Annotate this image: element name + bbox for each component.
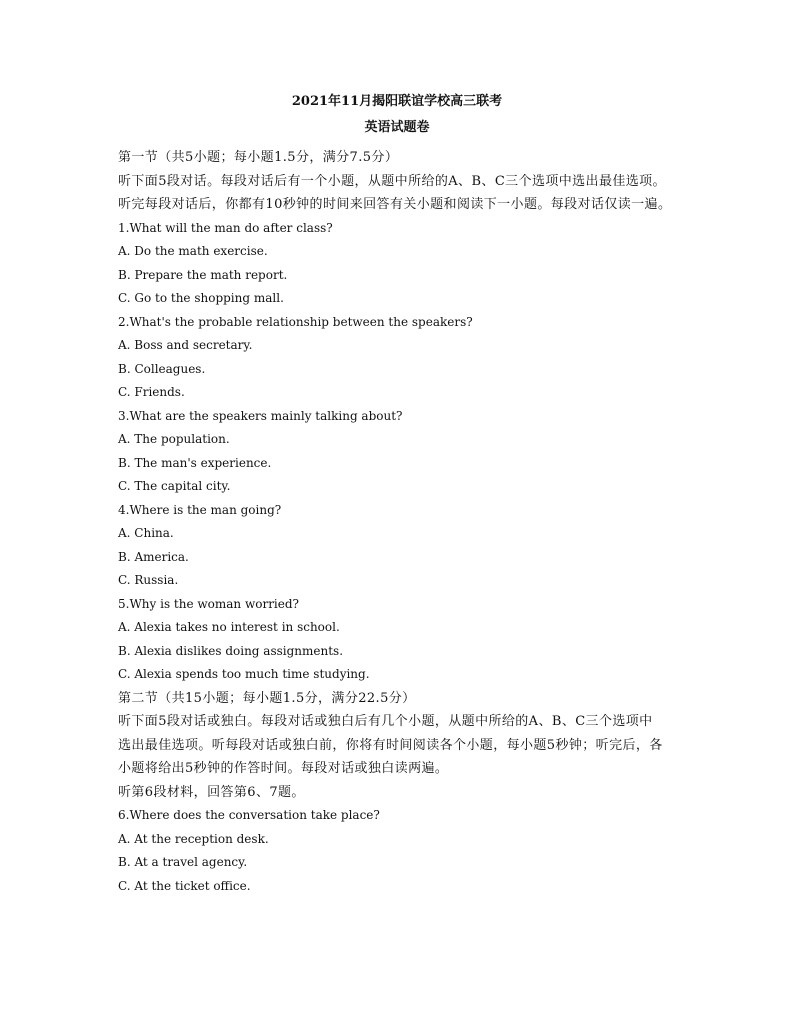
question-5-option-a: A. Alexia takes no interest in school. xyxy=(118,620,340,634)
section1-instruction: 听下面5段对话。每段对话后有一个小题，从题中所给的A、B、C三个选项中选出最佳选项。 xyxy=(118,173,666,189)
question-4-stem: 4.Where is the man going? xyxy=(118,502,282,517)
question-1-option-b: B. Prepare the math report. xyxy=(118,267,288,282)
question-5-option-c: C. Alexia spends too much time studying. xyxy=(118,667,370,681)
section1-instruction: 听完每段对话后，你都有10秒钟的时间来回答有关小题和阅读下一小题。每段对话仅读一遍。 xyxy=(118,197,672,212)
question-5-option-b: B. Alexia dislikes doing assignments. xyxy=(118,643,344,658)
section2-instruction: 听下面5段对话或独白。每段对话或独白后有几个小题，从题中所给的A、B、C三个选项中 xyxy=(118,714,653,729)
question-2-option-c: C. Friends. xyxy=(118,385,185,399)
section2-instruction: 小题将给出5秒钟的作答时间。每段对话或独白读两遍。 xyxy=(118,761,449,776)
question-1-option-a: A. Do the math exercise. xyxy=(118,244,268,258)
section2-instruction: 选出最佳选项。听每段对话或独白前，你将有时间阅读各个小题，每小题5秒钟；听完后，各 xyxy=(118,737,663,753)
question-3-option-a: A. The population. xyxy=(118,432,230,446)
question-1-option-c: C. Go to the shopping mall. xyxy=(118,291,284,305)
question-2-stem: 2.What's the probable relationship between the speakers? xyxy=(118,314,473,329)
question-5-stem: 5.Why is the woman worried? xyxy=(118,596,299,611)
question-6-option-c: C. At the ticket office. xyxy=(118,878,251,893)
question-6-stem: 6.Where does the conversation take place? xyxy=(118,808,380,822)
question-3-stem: 3.What are the speakers mainly talking about? xyxy=(118,408,403,423)
question-4-option-b: B. America. xyxy=(118,549,189,564)
exam-title: 2021年11月揭阳联谊学校高三联考 xyxy=(291,94,503,109)
question-4-option-c: C. Russia. xyxy=(118,573,179,587)
exam-subtitle: 英语试题卷 xyxy=(364,120,430,135)
question-2-option-a: A. Boss and secretary. xyxy=(118,338,253,352)
question-3-option-c: C. The capital city. xyxy=(118,479,231,493)
question-3-option-b: B. The man's experience. xyxy=(118,455,272,470)
section2-heading: 第二节（共15小题；每小题1.5分，满分22.5分） xyxy=(118,690,416,706)
material-note: 听第6段材料，回答第6、7题。 xyxy=(118,784,305,800)
question-6-option-a: A. At the reception desk. xyxy=(118,831,269,846)
question-4-option-a: A. China. xyxy=(118,526,174,540)
question-2-option-b: B. Colleagues. xyxy=(118,361,206,376)
section1-heading: 第一节（共5小题；每小题1.5分，满分7.5分） xyxy=(118,150,399,165)
question-6-option-b: B. At a travel agency. xyxy=(118,855,248,869)
exam-content xyxy=(118,146,698,898)
question-1-stem: 1.What will the man do after class? xyxy=(118,220,333,235)
